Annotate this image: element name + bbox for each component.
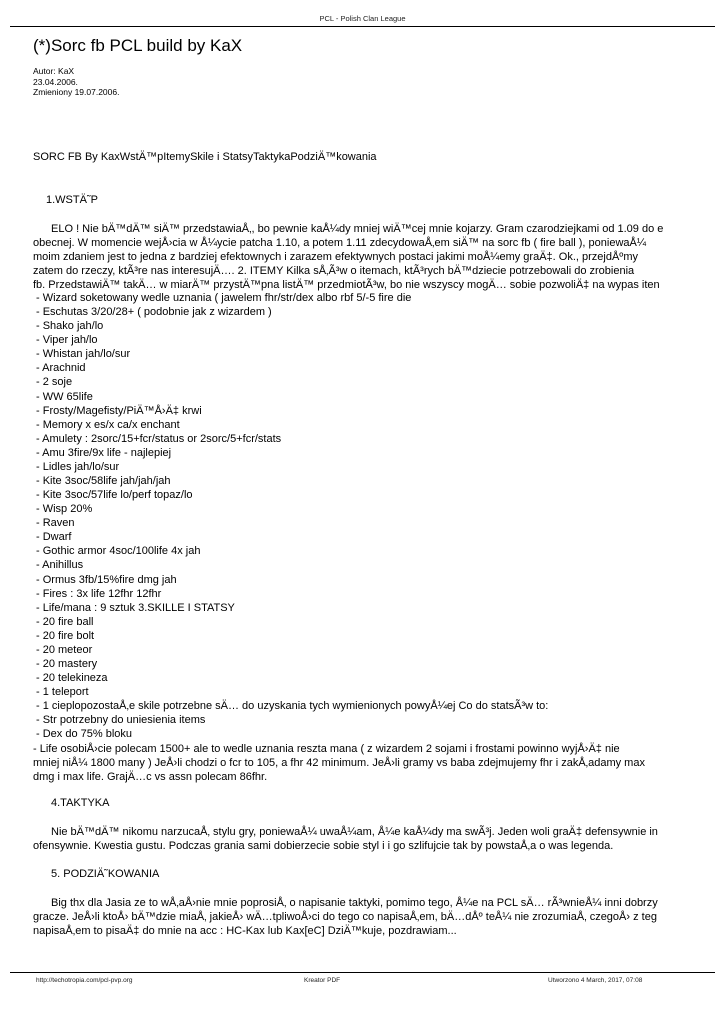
list-item: - Life osobiÅ›cie polecam 1500+ ale to wedle uznania reszta mana ( z wizardem 2 sojami i frostami powinno wyjÅ›Ä‡ nie [33, 742, 620, 755]
article-meta [33, 66, 119, 98]
intro-paragraph [33, 222, 663, 292]
list-item: - Life/mana : 9 sztuk 3.SKILLE I STATSY [36, 601, 235, 614]
list-item: - 2 soje [36, 376, 73, 389]
list-item: - 1 cieplopozostaÅ‚e skile potrzebne sÄ… do uzyskania tych wymienionych powyÅ¼ej Co do statsÃ³w to: [36, 700, 549, 713]
list-item: - 20 fire ball [36, 615, 94, 628]
footer-generator: Kreator PDF [304, 977, 341, 984]
list-item: - Amu 3fire/9x life - najlepiej [36, 446, 172, 459]
thanks-line: napisaÅ‚em to pisaÄ‡ do mnie na acc : HC-Kax lub Kax[eC] DziÄ™kuje, pozdrawiam... [33, 925, 457, 937]
list-item: - Dex do 75% bloku [36, 728, 132, 741]
footer-url: http://techotropia.com/pcl-pvp.org [36, 977, 133, 984]
list-item: - Kite 3soc/58life jah/jah/jah [36, 475, 171, 488]
list-item: - Eschutas 3/20/28+ ( podobnie jak z wizardem ) [36, 306, 272, 319]
section-heading-podziekowania: 5. PODZIÄ˜KOWANIA [51, 868, 160, 880]
list-item: mniej niÅ¼ 1800 many ) JeÅ›li chodzi o fcr to 105, a fhr 42 minimum. JeÅ›li gramy vs baba zdejmujemy fhr i zakÅ‚adamy max [33, 756, 645, 769]
list-item: - WW 65life [36, 390, 93, 403]
list-item: - Arachnid [36, 362, 86, 375]
published-date: 23.04.2006. [33, 76, 78, 87]
intro-line: moim zdaniem jest to jedna z bardziej efektownych i zarazem efektywnych postaci jakimi moÅ¼emy graÄ‡. Ok., przejdÅºmy [33, 251, 638, 263]
list-item: - Raven [36, 517, 75, 530]
list-item: - Shako jah/lo [36, 320, 104, 333]
section-heading-wstep: 1.WSTÄ˜P [46, 194, 98, 206]
page-header: PCL - Polish Clan League [319, 14, 406, 23]
section-heading-taktyka: 4.TAKTYKA [51, 797, 110, 809]
thanks-line: Big thx dla Jasia ze to wÅ‚aÅ›nie mnie poprosiÅ‚ o napisanie taktyki, pomimo tego, Å¼e na PCL sÄ… rÃ³wnieÅ¼ inni dobrzy [51, 897, 658, 909]
list-item: - 20 mastery [36, 658, 98, 671]
list-item: - 20 fire bolt [36, 629, 95, 642]
thanks-line: gracze. JeÅ›li ktoÅ› bÄ™dzie miaÅ‚ jakieÅ› wÄ…tpliwoÅ›ci do tego co napisaÅ‚em, bÄ…dÅº teÅ¼ nie zrozumiaÅ‚ czegoÅ› z teg [33, 911, 657, 923]
modified-date: Zmieniony 19.07.2006. [33, 87, 120, 97]
footer-rule [10, 972, 715, 973]
thanks-paragraph [33, 896, 658, 938]
list-item: - Kite 3soc/57life lo/perf topaz/lo [36, 489, 193, 502]
list-item: - Memory x es/x ca/x enchant [36, 418, 180, 431]
footer-created-date: Utworzono 4 March, 2017, 07:08 [548, 977, 643, 984]
section-nav-line: SORC FB By KaxWstÄ™pItemySkile i StatsyTaktykaPodziÄ™kowania [33, 151, 377, 163]
list-item: - Viper jah/lo [36, 334, 98, 347]
tactics-line: ofensywnie. Kwestia gustu. Podczas grania sami dobierzecie sobie styl i i go szlifujcie tak by powstaÅ‚a o was legenda. [33, 840, 614, 852]
list-item: - Wizard soketowany wedle uznania ( jawelem fhr/str/dex albo rbf 5/-5 fire die [36, 292, 412, 304]
list-item: - Amulety : 2sorc/15+fcr/status or 2sorc/5+fcr/stats [36, 432, 282, 445]
intro-line: zatem do rzeczy, ktÃ³re nas interesujÄ…. 2. ITEMY Kilka sÅ‚Ã³w o itemach, ktÃ³rych bÄ™dziecie potrzebowali do zrobienia [33, 265, 635, 277]
item-list [33, 291, 645, 784]
intro-line: fb. PrzedstawiÄ™ takÄ… w miarÄ™ przystÄ™pna listÄ™ przedmiotÃ³w, bo nie wszyscy mogÄ… sobie pozwoliÄ‡ na wypas iten [33, 279, 660, 291]
author: Autor: KaX [33, 66, 75, 76]
list-item: - Wisp 20% [36, 503, 93, 516]
list-item: - Frosty/Magefisty/PiÄ™Å›Ä‡ krwi [36, 404, 202, 417]
article-title: (*)Sorc fb PCL build by KaX [33, 36, 243, 55]
list-item: - Gothic armor 4soc/100life 4x jah [36, 545, 201, 558]
tactics-paragraph [33, 825, 658, 853]
intro-line: obecnej. W momencie wejÅ›cia w Å¼ycie patcha 1.10, a potem 1.11 zdecydowaÅ‚em siÄ™ na sorc fb ( fire ball ), poniewaÅ¼ [33, 237, 647, 249]
tactics-line: Nie bÄ™dÄ™ nikomu narzucaÅ‚ stylu gry, poniewaÅ¼ uwaÅ¼am, Å¼e kaÅ¼dy ma swÃ³j. Jeden woli graÄ‡ defensywnie in [51, 826, 658, 838]
list-item: - Ormus 3fb/15%fire dmg jah [36, 573, 177, 586]
list-item: - Str potrzebny do uniesienia items [36, 714, 206, 727]
header-rule [10, 26, 715, 27]
list-item: - 20 meteor [36, 643, 93, 656]
list-item: - Anihillus [36, 559, 84, 572]
list-item: - 1 teleport [36, 686, 89, 699]
list-item: dmg i max life. GrajÄ…c vs assn polecam 86fhr. [33, 770, 268, 783]
list-item: - Whistan jah/lo/sur [36, 348, 131, 361]
list-item: - Dwarf [36, 531, 72, 544]
intro-line: ELO ! Nie bÄ™dÄ™ siÄ™ przedstawiaÅ‚, bo pewnie kaÅ¼dy mniej wiÄ™cej mnie kojarzy. Gram czarodziejkami od 1.09 do e [51, 223, 664, 235]
list-item: - Lidles jah/lo/sur [36, 460, 120, 473]
list-item: - 20 telekineza [36, 672, 108, 685]
list-item: - Fires : 3x life 12fhr 12fhr [36, 587, 162, 600]
